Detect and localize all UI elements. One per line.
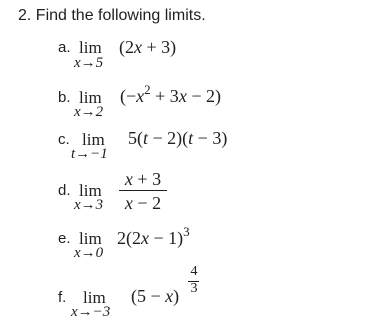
problem-d-approach: x→3 <box>74 197 104 213</box>
expr-variable: x <box>136 86 145 106</box>
problem-f-lim: lim <box>83 288 106 307</box>
problem-d-numerator <box>118 169 168 190</box>
problem-d-fraction-bar <box>119 190 167 191</box>
expr-part: − 2 <box>132 193 162 213</box>
problem-a-label: a. <box>58 39 71 56</box>
expr-exponent: 2 <box>144 82 151 97</box>
problem-f-approach: x→−3 <box>71 304 111 320</box>
expr-variable: x <box>134 37 142 57</box>
expr-part: + 3 <box>155 86 179 106</box>
problem-b-approach: x→2 <box>74 104 104 120</box>
problem-f-label: f. <box>58 289 67 306</box>
expr-part: 2(2 <box>117 228 141 248</box>
expr-part: + 3 <box>132 169 162 189</box>
expr-part: − 3) <box>193 128 228 148</box>
problem-e-lim: lim <box>79 229 102 248</box>
page-heading: 2. Find the following limits. <box>18 7 206 24</box>
expr-part: (− <box>120 86 137 106</box>
expr-part: − 1) <box>149 228 184 248</box>
expr-variable: t <box>143 128 149 148</box>
expr-variable: x <box>141 228 149 248</box>
expr-part: − 2)( <box>148 128 189 148</box>
expr-variable: x <box>124 193 133 213</box>
problem-b-lim: lim <box>79 88 102 107</box>
expr-part: + 3) <box>142 37 177 57</box>
expr-part: 5( <box>128 128 143 148</box>
problem-d-denominator <box>118 193 168 214</box>
problem-f-exponent-denominator: 3 <box>190 281 198 296</box>
expr-exponent: 3 <box>183 224 190 239</box>
problem-c-label: c. <box>58 131 70 148</box>
problem-a-expression <box>119 37 176 58</box>
expr-variable: x <box>178 86 187 106</box>
problem-b-label: b. <box>58 89 71 106</box>
problem-d-lim: lim <box>79 181 102 200</box>
problem-c-expression <box>128 128 227 149</box>
problem-e-label: e. <box>58 230 71 247</box>
expr-part: ) <box>173 286 180 306</box>
problem-c-approach: t→−1 <box>71 146 108 162</box>
expr-part: − 2) <box>186 86 221 106</box>
expr-variable: t <box>188 128 194 148</box>
expr-part: (5 − <box>131 286 166 306</box>
problem-c-lim: lim <box>82 130 105 149</box>
problem-f-exponent-numerator: 4 <box>190 264 198 279</box>
problem-e-approach: x→0 <box>74 245 104 261</box>
problem-a-lim: lim <box>79 38 102 57</box>
problem-f-expression <box>131 286 179 307</box>
problem-b-expression <box>120 82 221 107</box>
problem-e-expression <box>117 224 190 249</box>
expr-part: (2 <box>119 37 134 57</box>
problem-d-label: d. <box>58 182 71 199</box>
problem-a-approach: x→5 <box>74 55 104 71</box>
expr-variable: x <box>124 169 133 189</box>
expr-variable: x <box>165 286 174 306</box>
